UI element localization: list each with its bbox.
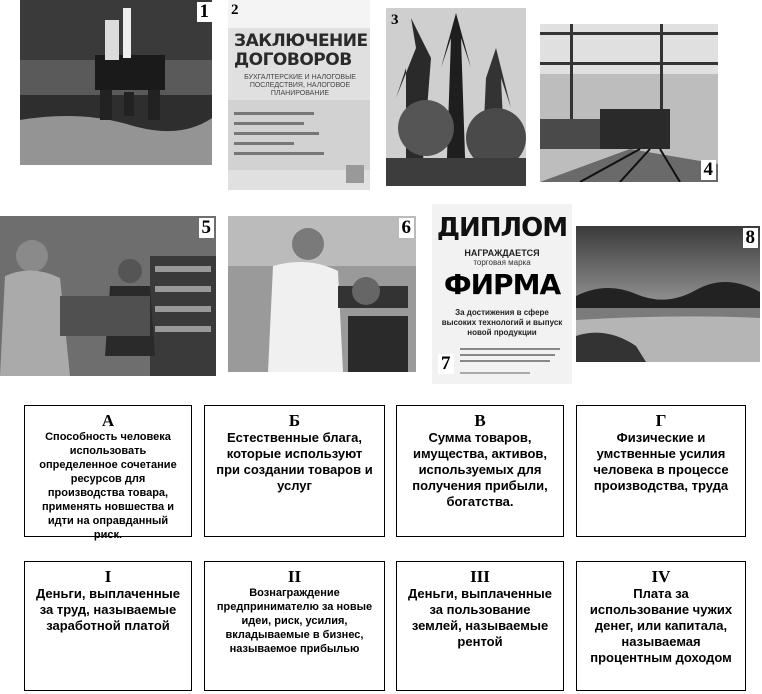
photo-oil-rig <box>20 0 212 165</box>
diploma-citation: За достижения в сфере высоких технологий и выпуск новой продукции <box>441 308 563 337</box>
card-text: Деньги, выплаченные за пользование землей, называемые рентой <box>407 586 553 649</box>
card-text: Физические и умственные усилия человека в процессе производства, труда <box>593 430 729 493</box>
card-text: Естественные блага, которые используют при создании товаров и услуг <box>216 430 373 493</box>
diploma-heading: ДИПЛОМ <box>436 213 568 243</box>
photo-number: 7 <box>438 354 454 374</box>
photo-number: 4 <box>701 160 717 180</box>
oil-rig-image <box>20 0 212 165</box>
card-letter: Б <box>288 411 301 430</box>
card-labor[interactable] <box>576 405 746 537</box>
lake-image <box>576 226 760 362</box>
photo-book-cover <box>228 0 370 190</box>
photo-lake <box>576 226 760 362</box>
diploma-company: ФИРМА <box>443 268 561 301</box>
photo-diploma <box>432 204 572 384</box>
photo-forest <box>386 8 526 186</box>
photo-number: 3 <box>391 12 399 28</box>
card-numeral: II <box>287 567 302 586</box>
diploma-awarded: НАГРАЖДАЕТСЯ <box>464 248 540 258</box>
card-letter: Г <box>655 411 667 430</box>
book-subtitle: БУХГАЛТЕРСКИЕ И НАЛОГОВЫЕ ПОСЛЕДСТВИЯ, НАЛОГОВОЕ ПЛАНИРОВАНИЕ <box>244 74 356 97</box>
workers-image <box>0 216 216 376</box>
card-land[interactable] <box>204 405 385 537</box>
card-rent[interactable] <box>396 561 564 691</box>
railway-image <box>540 24 718 182</box>
card-interest[interactable] <box>576 561 746 691</box>
card-entrepreneurship[interactable] <box>24 405 192 541</box>
card-letter: В <box>474 411 486 430</box>
photo-number: 2 <box>231 2 239 18</box>
card-wages[interactable] <box>24 561 192 691</box>
card-text: Сумма товаров, имущества, активов, используемых для получения прибыли, богатства. <box>412 430 548 509</box>
photo-dentist <box>228 216 416 372</box>
photo-workers <box>0 216 216 376</box>
photo-railway <box>540 24 718 182</box>
book-title: ЗАКЛЮЧЕНИЕ ДОГОВОРОВ <box>234 31 368 70</box>
forest-image <box>386 8 526 186</box>
dentist-image <box>228 216 416 372</box>
card-numeral: IV <box>651 567 671 586</box>
photo-number: 8 <box>743 228 759 248</box>
card-text: Вознаграждение предпринимателю за новые идеи, риск, усилия, вкладываемые в бизнес, называемое прибылью <box>216 587 373 655</box>
card-capital[interactable] <box>396 405 564 537</box>
card-text: Способность человека использовать определенное сочетание ресурсов для производства товара, применять новшества и идти на оправданный риск. <box>39 431 177 541</box>
photo-number: 1 <box>197 2 213 22</box>
card-text: Плата за использование чужих денег, или капитала, называемая процентным доходом <box>589 586 733 665</box>
card-numeral: I <box>104 567 112 586</box>
card-numeral: III <box>470 567 490 586</box>
card-letter: А <box>101 411 115 430</box>
diploma-trademark: торговая марка <box>473 258 531 267</box>
photo-number: 6 <box>399 218 415 238</box>
card-text: Деньги, выплаченные за труд, называемые заработной платой <box>35 586 181 633</box>
photo-number: 5 <box>199 218 215 238</box>
card-profit[interactable] <box>204 561 385 691</box>
